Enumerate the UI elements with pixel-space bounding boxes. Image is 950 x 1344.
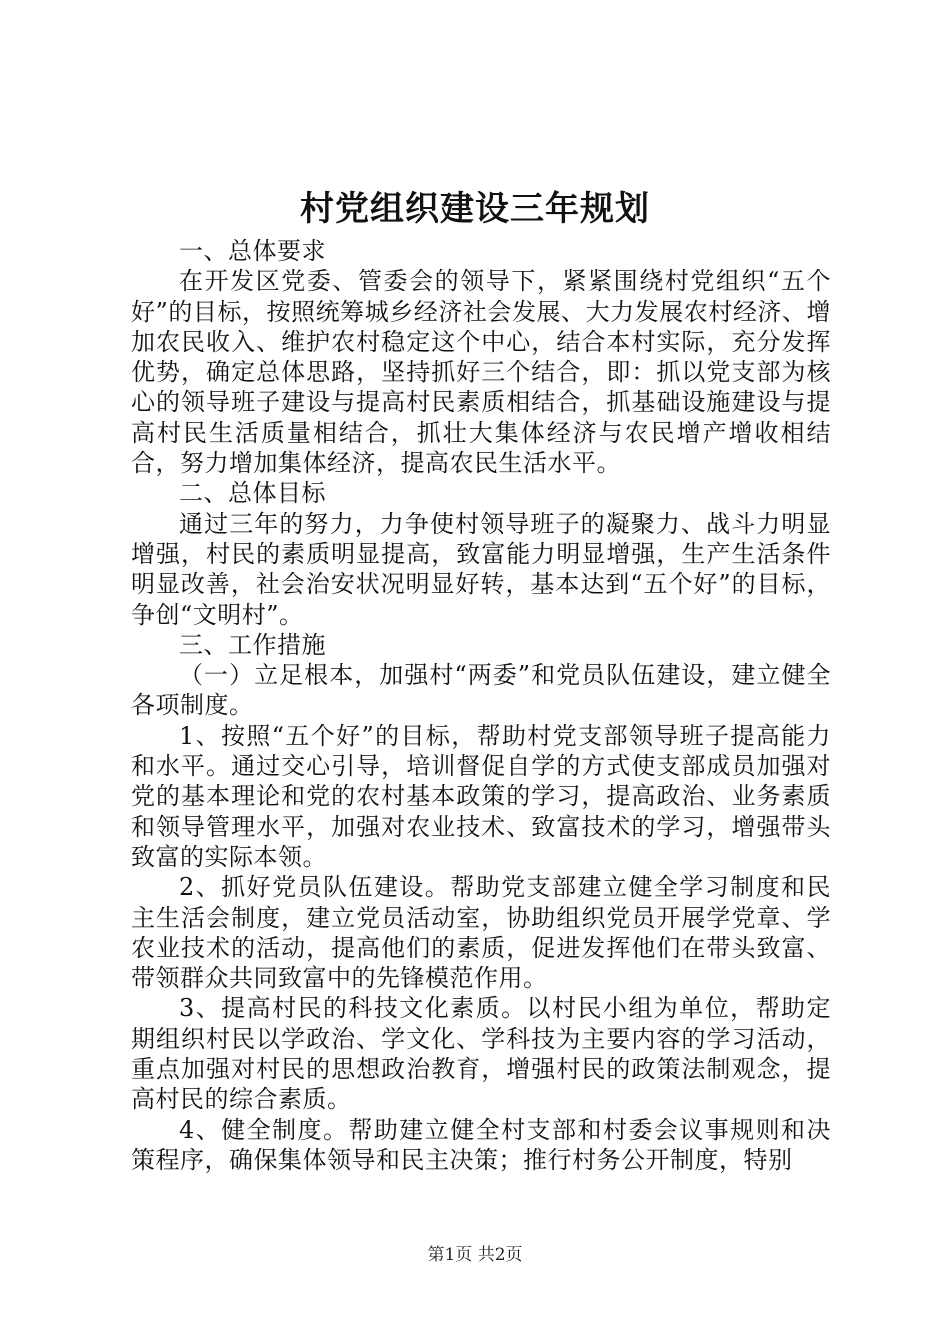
paragraph-item-2: 2、抓好党员队伍建设。帮助党支部建立健全学习制度和民主生活会制度，建立党员活动室，协助组织党员开展学党章、学农业技术的活动，提高他们的素质，促进发挥他们在带头致富、带领群众共同致富中的先锋模范作用。 [131,873,831,993]
subsection-heading-1: （一）立足根本，加强村“两委”和党员队伍建设，建立健全各项制度。 [131,661,831,720]
paragraph-item-4: 4、健全制度。帮助建立健全村支部和村委会议事规则和决策程序，确保集体领导和民主决策；推行村务公开制度，特别 [131,1115,831,1174]
paragraph-item-1: 1、按照“五个好”的目标，帮助村党支部领导班子提高能力和水平。通过交心引导，培训督促自学的方式使支部成员加强对党的基本理论和党的农村基本政策的学习，提高政治、业务素质和领导管理水平，加强对农业技术、致富技术的学习，增强带头致富的实际本领。 [131,721,831,871]
document-title: 村党组织建设三年规划 [300,189,650,229]
paragraph-general-goals: 通过三年的努力，力争使村领导班子的凝聚力、战斗力明显增强，村民的素质明显提高，致富能力明显增强，生产生活条件明显改善，社会治安状况明显好转，基本达到“五个好”的目标，争创“文明村”。 [131,509,831,629]
paragraph-general-requirements: 在开发区党委、管委会的领导下，紧紧围绕村党组织“五个好”的目标，按照统筹城乡经济社会发展、大力发展农村经济、增加农民收入、维护农村稳定这个中心，结合本村实际，充分发挥优势，确定总体思路，坚持抓好三个结合，即：抓以党支部为核心的领导班子建设与提高村民素质相结合，抓基础设施建设与提高村民生活质量相结合，抓壮大集体经济与农民增产增收相结合，努力增加集体经济，提高农民生活水平。 [131,267,831,478]
document-body [131,236,831,1175]
page-footer: 第1页 共2页 [427,1245,523,1265]
paragraph-item-3: 3、提高村民的科技文化素质。以村民小组为单位，帮助定期组织村民以学政治、学文化、学科技为主要内容的学习活动，重点加强对村民的思想政治教育，增强村民的政策法制观念，提高村民的综合素质。 [131,994,831,1114]
section-heading-2: 二、总体目标 [179,479,326,508]
section-heading-1: 一、总体要求 [179,237,326,265]
section-heading-3: 三、工作措施 [179,630,326,659]
